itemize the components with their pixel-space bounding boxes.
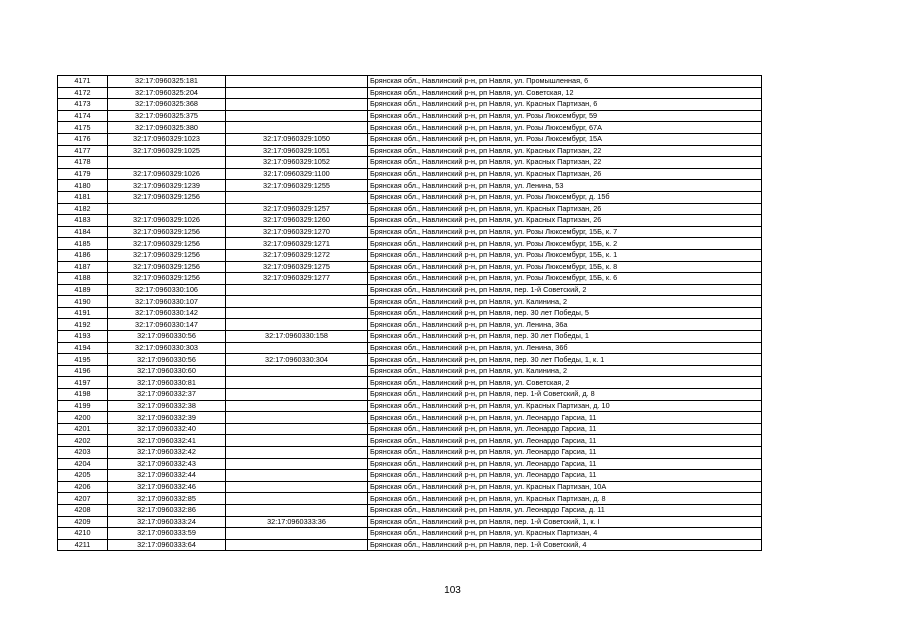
linked-cadastral-number-cell: [226, 539, 368, 551]
address-cell: Брянская обл., Навлинский р-н, рп Навля, ул. Красных Партизан, 26: [368, 168, 762, 180]
cadastral-number-cell: 32:17:0960330:56: [108, 354, 226, 366]
table-row: [58, 400, 762, 412]
row-number-cell: 4181: [58, 191, 108, 203]
table-row: [58, 296, 762, 308]
row-number-cell: 4191: [58, 307, 108, 319]
cadastral-number-cell: 32:17:0960329:1256: [108, 273, 226, 285]
table-row: [58, 389, 762, 401]
table-row: [58, 377, 762, 389]
row-number-cell: 4201: [58, 423, 108, 435]
row-number-cell: 4184: [58, 226, 108, 238]
linked-cadastral-number-cell: [226, 99, 368, 111]
linked-cadastral-number-cell: [226, 307, 368, 319]
linked-cadastral-number-cell: [226, 481, 368, 493]
linked-cadastral-number-cell: [226, 458, 368, 470]
linked-cadastral-number-cell: 32:17:0960329:1255: [226, 180, 368, 192]
cadastral-number-cell: 32:17:0960329:1256: [108, 226, 226, 238]
cadastral-number-cell: 32:17:0960329:1025: [108, 145, 226, 157]
cadastral-number-cell: 32:17:0960330:106: [108, 284, 226, 296]
address-cell: Брянская обл., Навлинский р-н, рп Навля, ул. Леонардо Гарсиа, 11: [368, 470, 762, 482]
table-row: [58, 331, 762, 343]
linked-cadastral-number-cell: [226, 447, 368, 459]
address-cell: Брянская обл., Навлинский р-н, рп Навля, ул. Розы Люксембург, 67А: [368, 122, 762, 134]
cadastral-number-cell: 32:17:0960330:303: [108, 342, 226, 354]
linked-cadastral-number-cell: [226, 389, 368, 401]
row-number-cell: 4197: [58, 377, 108, 389]
cadastral-number-cell: [108, 157, 226, 169]
address-cell: Брянская обл., Навлинский р-н, рп Навля, ул. Промышленная, 6: [368, 76, 762, 88]
row-number-cell: 4189: [58, 284, 108, 296]
address-cell: Брянская обл., Навлинский р-н, рп Навля, пер. 30 лет Победы, 5: [368, 307, 762, 319]
row-number-cell: 4171: [58, 76, 108, 88]
row-number-cell: 4195: [58, 354, 108, 366]
cadastral-number-cell: 32:17:0960325:375: [108, 110, 226, 122]
table-row: [58, 365, 762, 377]
linked-cadastral-number-cell: 32:17:0960329:1271: [226, 238, 368, 250]
cadastral-number-cell: 32:17:0960332:37: [108, 389, 226, 401]
registry-table-body: [58, 76, 762, 551]
table-row: [58, 215, 762, 227]
table-row: [58, 423, 762, 435]
table-row: [58, 110, 762, 122]
table-row: [58, 504, 762, 516]
address-cell: Брянская обл., Навлинский р-н, рп Навля, ул. Розы Люксембург, 15Б, к. 2: [368, 238, 762, 250]
linked-cadastral-number-cell: 32:17:0960330:158: [226, 331, 368, 343]
address-cell: Брянская обл., Навлинский р-н, рп Навля, ул. Красных Партизан, 26: [368, 215, 762, 227]
address-cell: Брянская обл., Навлинский р-н, рп Навля, ул. Ленина, 53: [368, 180, 762, 192]
address-cell: Брянская обл., Навлинский р-н, рп Навля, ул. Розы Люксембург, 15Б, к. 8: [368, 261, 762, 273]
cadastral-number-cell: 32:17:0960325:181: [108, 76, 226, 88]
cadastral-number-cell: 32:17:0960332:85: [108, 493, 226, 505]
address-cell: Брянская обл., Навлинский р-н, рп Навля, ул. Красных Партизан, д. 8: [368, 493, 762, 505]
cadastral-number-cell: 32:17:0960330:142: [108, 307, 226, 319]
cadastral-number-cell: 32:17:0960333:24: [108, 516, 226, 528]
cadastral-number-cell: 32:17:0960332:41: [108, 435, 226, 447]
address-cell: Брянская обл., Навлинский р-н, рп Навля, ул. Ленина, 36б: [368, 342, 762, 354]
table-row: [58, 307, 762, 319]
cadastral-number-cell: 32:17:0960332:46: [108, 481, 226, 493]
linked-cadastral-number-cell: [226, 191, 368, 203]
row-number-cell: 4173: [58, 99, 108, 111]
address-cell: Брянская обл., Навлинский р-н, рп Навля, ул. Красных Партизан, 26: [368, 203, 762, 215]
table-row: [58, 203, 762, 215]
row-number-cell: 4174: [58, 110, 108, 122]
row-number-cell: 4209: [58, 516, 108, 528]
row-number-cell: 4185: [58, 238, 108, 250]
row-number-cell: 4198: [58, 389, 108, 401]
linked-cadastral-number-cell: 32:17:0960333:36: [226, 516, 368, 528]
cadastral-number-cell: 32:17:0960329:1026: [108, 215, 226, 227]
linked-cadastral-number-cell: 32:17:0960329:1257: [226, 203, 368, 215]
table-row: [58, 133, 762, 145]
address-cell: Брянская обл., Навлинский р-н, рп Навля, ул. Розы Люксембург, 15Б, к. 7: [368, 226, 762, 238]
cadastral-number-cell: 32:17:0960325:380: [108, 122, 226, 134]
linked-cadastral-number-cell: 32:17:0960329:1100: [226, 168, 368, 180]
table-row: [58, 528, 762, 540]
linked-cadastral-number-cell: [226, 87, 368, 99]
row-number-cell: 4192: [58, 319, 108, 331]
row-number-cell: 4188: [58, 273, 108, 285]
row-number-cell: 4202: [58, 435, 108, 447]
linked-cadastral-number-cell: [226, 122, 368, 134]
cadastral-number-cell: 32:17:0960332:39: [108, 412, 226, 424]
linked-cadastral-number-cell: [226, 400, 368, 412]
cadastral-number-cell: 32:17:0960329:1256: [108, 238, 226, 250]
table-row: [58, 168, 762, 180]
table-row: [58, 261, 762, 273]
linked-cadastral-number-cell: [226, 412, 368, 424]
row-number-cell: 4179: [58, 168, 108, 180]
table-row: [58, 458, 762, 470]
table-row: [58, 145, 762, 157]
row-number-cell: 4187: [58, 261, 108, 273]
address-cell: Брянская обл., Навлинский р-н, рп Навля, ул. Калинина, 2: [368, 365, 762, 377]
table-row: [58, 539, 762, 551]
row-number-cell: 4175: [58, 122, 108, 134]
linked-cadastral-number-cell: [226, 76, 368, 88]
linked-cadastral-number-cell: 32:17:0960330:304: [226, 354, 368, 366]
table-row: [58, 516, 762, 528]
table-row: [58, 87, 762, 99]
address-cell: Брянская обл., Навлинский р-н, рп Навля, ул. Розы Люксембург, 59: [368, 110, 762, 122]
row-number-cell: 4206: [58, 481, 108, 493]
registry-table: [57, 75, 762, 551]
cadastral-number-cell: 32:17:0960330:81: [108, 377, 226, 389]
linked-cadastral-number-cell: [226, 365, 368, 377]
table-row: [58, 447, 762, 459]
table-row: [58, 249, 762, 261]
table-row: [58, 180, 762, 192]
cadastral-number-cell: 32:17:0960329:1256: [108, 261, 226, 273]
address-cell: Брянская обл., Навлинский р-н, рп Навля, пер. 1-й Советский, д. 8: [368, 389, 762, 401]
cadastral-number-cell: 32:17:0960330:147: [108, 319, 226, 331]
table-row: [58, 157, 762, 169]
row-number-cell: 4176: [58, 133, 108, 145]
row-number-cell: 4204: [58, 458, 108, 470]
address-cell: Брянская обл., Навлинский р-н, рп Навля, ул. Красных Партизан, 4: [368, 528, 762, 540]
table-row: [58, 354, 762, 366]
row-number-cell: 4203: [58, 447, 108, 459]
cadastral-number-cell: 32:17:0960332:43: [108, 458, 226, 470]
linked-cadastral-number-cell: 32:17:0960329:1277: [226, 273, 368, 285]
row-number-cell: 4194: [58, 342, 108, 354]
address-cell: Брянская обл., Навлинский р-н, рп Навля, ул. Леонардо Гарсиа, 11: [368, 423, 762, 435]
linked-cadastral-number-cell: [226, 319, 368, 331]
row-number-cell: 4207: [58, 493, 108, 505]
linked-cadastral-number-cell: [226, 435, 368, 447]
address-cell: Брянская обл., Навлинский р-н, рп Навля, ул. Розы Люксембург, д. 15б: [368, 191, 762, 203]
row-number-cell: 4190: [58, 296, 108, 308]
linked-cadastral-number-cell: [226, 504, 368, 516]
row-number-cell: 4208: [58, 504, 108, 516]
linked-cadastral-number-cell: 32:17:0960329:1260: [226, 215, 368, 227]
cadastral-number-cell: 32:17:0960332:42: [108, 447, 226, 459]
row-number-cell: 4210: [58, 528, 108, 540]
row-number-cell: 4177: [58, 145, 108, 157]
cadastral-number-cell: 32:17:0960325:368: [108, 99, 226, 111]
table-row: [58, 412, 762, 424]
table-row: [58, 481, 762, 493]
row-number-cell: 4193: [58, 331, 108, 343]
linked-cadastral-number-cell: 32:17:0960329:1052: [226, 157, 368, 169]
address-cell: Брянская обл., Навлинский р-н, рп Навля, ул. Леонардо Гарсиа, д. 11: [368, 504, 762, 516]
cadastral-number-cell: 32:17:0960325:204: [108, 87, 226, 99]
linked-cadastral-number-cell: [226, 284, 368, 296]
address-cell: Брянская обл., Навлинский р-н, рп Навля, ул. Красных Партизан, 6: [368, 99, 762, 111]
address-cell: Брянская обл., Навлинский р-н, рп Навля, ул. Красных Партизан, 22: [368, 145, 762, 157]
linked-cadastral-number-cell: [226, 296, 368, 308]
address-cell: Брянская обл., Навлинский р-н, рп Навля, ул. Розы Люксембург, 15А: [368, 133, 762, 145]
address-cell: Брянская обл., Навлинский р-н, рп Навля, пер. 30 лет Победы, 1, к. 1: [368, 354, 762, 366]
linked-cadastral-number-cell: [226, 377, 368, 389]
cadastral-number-cell: 32:17:0960329:1256: [108, 191, 226, 203]
row-number-cell: 4182: [58, 203, 108, 215]
linked-cadastral-number-cell: 32:17:0960329:1272: [226, 249, 368, 261]
address-cell: Брянская обл., Навлинский р-н, рп Навля, ул. Леонардо Гарсиа, 11: [368, 412, 762, 424]
linked-cadastral-number-cell: 32:17:0960329:1050: [226, 133, 368, 145]
linked-cadastral-number-cell: 32:17:0960329:1270: [226, 226, 368, 238]
table-row: [58, 122, 762, 134]
table-row: [58, 319, 762, 331]
cadastral-number-cell: 32:17:0960333:59: [108, 528, 226, 540]
address-cell: Брянская обл., Навлинский р-н, рп Навля, пер. 30 лет Победы, 1: [368, 331, 762, 343]
address-cell: Брянская обл., Навлинский р-н, рп Навля, ул. Красных Партизан, 22: [368, 157, 762, 169]
table-row: [58, 226, 762, 238]
address-cell: Брянская обл., Навлинский р-н, рп Навля, ул. Красных Партизан, 10А: [368, 481, 762, 493]
row-number-cell: 4211: [58, 539, 108, 551]
row-number-cell: 4186: [58, 249, 108, 261]
cadastral-number-cell: 32:17:0960330:60: [108, 365, 226, 377]
linked-cadastral-number-cell: [226, 493, 368, 505]
address-cell: Брянская обл., Навлинский р-н, рп Навля, ул. Красных Партизан, д. 10: [368, 400, 762, 412]
linked-cadastral-number-cell: [226, 528, 368, 540]
cadastral-number-cell: [108, 203, 226, 215]
table-row: [58, 99, 762, 111]
cadastral-number-cell: 32:17:0960329:1023: [108, 133, 226, 145]
cadastral-number-cell: 32:17:0960332:86: [108, 504, 226, 516]
row-number-cell: 4178: [58, 157, 108, 169]
table-row: [58, 191, 762, 203]
row-number-cell: 4183: [58, 215, 108, 227]
table-row: [58, 342, 762, 354]
cadastral-number-cell: 32:17:0960329:1256: [108, 249, 226, 261]
linked-cadastral-number-cell: [226, 110, 368, 122]
linked-cadastral-number-cell: 32:17:0960329:1051: [226, 145, 368, 157]
address-cell: Брянская обл., Навлинский р-н, рп Навля, ул. Леонардо Гарсиа, 11: [368, 447, 762, 459]
address-cell: Брянская обл., Навлинский р-н, рп Навля, ул. Леонардо Гарсиа, 11: [368, 435, 762, 447]
address-cell: Брянская обл., Навлинский р-н, рп Навля, пер. 1-й Советский, 1, к. I: [368, 516, 762, 528]
cadastral-number-cell: 32:17:0960329:1026: [108, 168, 226, 180]
cadastral-number-cell: 32:17:0960332:38: [108, 400, 226, 412]
linked-cadastral-number-cell: 32:17:0960329:1275: [226, 261, 368, 273]
page-number: 103: [444, 585, 461, 596]
address-cell: Брянская обл., Навлинский р-н, рп Навля, ул. Розы Люксембург, 15Б, к. 6: [368, 273, 762, 285]
address-cell: Брянская обл., Навлинский р-н, рп Навля, ул. Калинина, 2: [368, 296, 762, 308]
table-row: [58, 435, 762, 447]
linked-cadastral-number-cell: [226, 470, 368, 482]
address-cell: Брянская обл., Навлинский р-н, рп Навля, ул. Советская, 2: [368, 377, 762, 389]
table-row: [58, 493, 762, 505]
row-number-cell: 4205: [58, 470, 108, 482]
table-row: [58, 238, 762, 250]
row-number-cell: 4172: [58, 87, 108, 99]
table-row: [58, 284, 762, 296]
address-cell: Брянская обл., Навлинский р-н, рп Навля, ул. Леонардо Гарсиа, 11: [368, 458, 762, 470]
linked-cadastral-number-cell: [226, 423, 368, 435]
address-cell: Брянская обл., Навлинский р-н, рп Навля, ул. Советская, 12: [368, 87, 762, 99]
row-number-cell: 4180: [58, 180, 108, 192]
cadastral-number-cell: 32:17:0960329:1239: [108, 180, 226, 192]
address-cell: Брянская обл., Навлинский р-н, рп Навля, пер. 1-й Советский, 2: [368, 284, 762, 296]
cadastral-number-cell: 32:17:0960330:56: [108, 331, 226, 343]
address-cell: Брянская обл., Навлинский р-н, рп Навля, ул. Ленина, 36а: [368, 319, 762, 331]
cadastral-number-cell: 32:17:0960333:64: [108, 539, 226, 551]
table-row: [58, 470, 762, 482]
row-number-cell: 4196: [58, 365, 108, 377]
table-row: [58, 76, 762, 88]
address-cell: Брянская обл., Навлинский р-н, рп Навля, пер. 1-й Советский, 4: [368, 539, 762, 551]
linked-cadastral-number-cell: [226, 342, 368, 354]
address-cell: Брянская обл., Навлинский р-н, рп Навля, ул. Розы Люксембург, 15Б, к. 1: [368, 249, 762, 261]
cadastral-number-cell: 32:17:0960332:40: [108, 423, 226, 435]
cadastral-number-cell: 32:17:0960330:107: [108, 296, 226, 308]
row-number-cell: 4199: [58, 400, 108, 412]
row-number-cell: 4200: [58, 412, 108, 424]
cadastral-number-cell: 32:17:0960332:44: [108, 470, 226, 482]
table-row: [58, 273, 762, 285]
